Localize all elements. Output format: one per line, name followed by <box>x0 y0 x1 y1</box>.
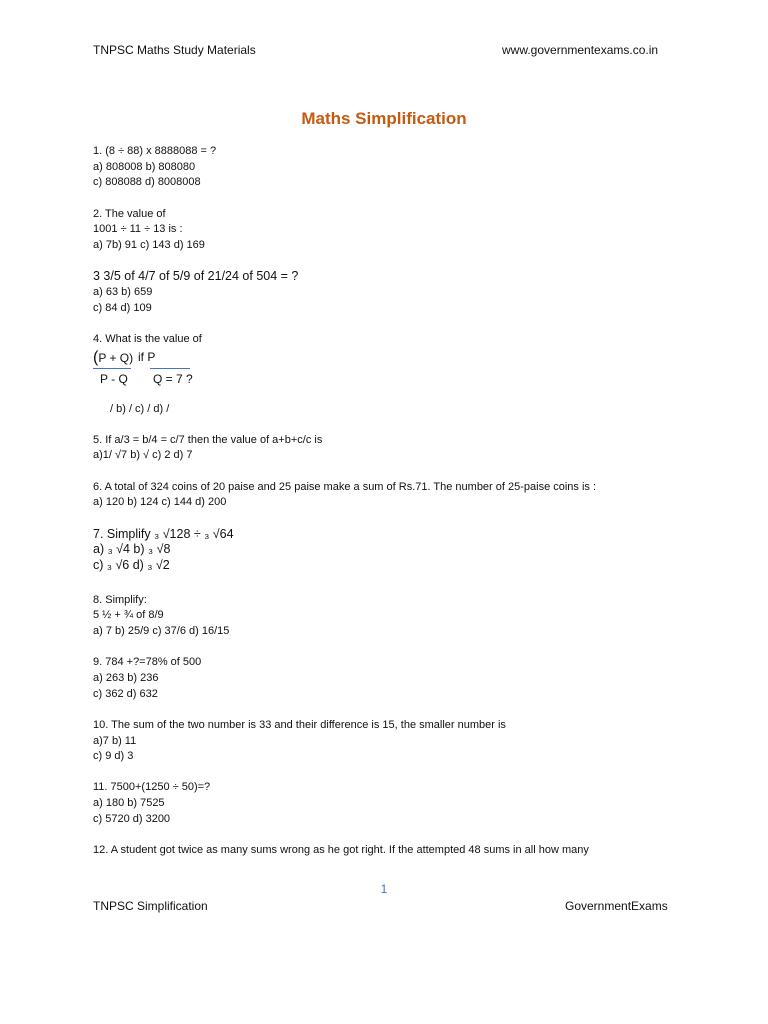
question-text: 1. (8 ÷ 88) x 8888088 = ? <box>93 145 217 157</box>
page-number: 1 <box>380 882 388 896</box>
question-text: 4. What is the value of <box>93 332 202 345</box>
page-title: Maths Simplification <box>301 109 467 128</box>
question-12 <box>93 843 693 859</box>
options-line: a) 7b) 91 c) 143 d) 169 <box>93 239 205 252</box>
fraction-numerator <box>93 350 133 367</box>
question-text: 6. A total of 324 coins of 20 paise and 25 paise make a sum of Rs.71. The number of 25-paise coins is : <box>93 480 597 493</box>
question-8 <box>93 593 693 640</box>
question-3 <box>93 269 693 316</box>
options-line: a) 63 b) 659 <box>93 285 153 298</box>
options-line: c) 808088 d) 8008008 <box>93 176 201 189</box>
options-line: c) 5720 d) 3200 <box>93 812 171 825</box>
question-text: 1001 ÷ 11 ÷ 13 is : <box>93 223 183 236</box>
question-text: 7. Simplify ₃ √128 ÷ ₃ √64 <box>93 526 234 541</box>
footer-left-text: TNPSC Simplification <box>93 899 208 913</box>
options-line: a) 263 b) 236 <box>93 671 159 684</box>
question-text: 11. 7500+(1250 ÷ 50)=? <box>93 781 211 794</box>
numerator-text: P + Q) <box>98 350 134 365</box>
options-line: a)7 b) 11 <box>93 734 137 747</box>
question-4 <box>93 332 693 417</box>
question-text: 5. If a/3 = b/4 = c/7 then the value of a+b+c/c is <box>93 433 323 446</box>
question-11 <box>93 780 693 827</box>
question-2 <box>93 207 693 254</box>
question-text: 9. 784 +?=78% of 500 <box>93 656 202 669</box>
open-paren: ( <box>93 348 99 366</box>
options-line: c) 9 d) 3 <box>93 750 134 763</box>
fraction-bar <box>93 368 131 369</box>
options-line: c) 362 d) 632 <box>93 687 158 700</box>
options-line: a)1/ √7 b) √ c) 2 d) 7 <box>93 449 193 462</box>
options-line: c) 84 d) 109 <box>93 301 152 314</box>
options-line: a) ₃ √4 b) ₃ √8 <box>93 542 171 557</box>
options-line: a) 180 b) 7525 <box>93 797 165 810</box>
footer-right-text: GovernmentExams <box>565 899 668 913</box>
header-left-text: TNPSC Maths Study Materials <box>93 43 256 57</box>
options-line: a) 120 b) 124 c) 144 d) 200 <box>93 496 227 509</box>
question-9 <box>93 655 693 702</box>
question-text: 5 ½ + ¾ of 8/9 <box>93 609 164 622</box>
question-text: 12. A student got twice as many sums wrong as he got right. If the attempted 48 sums in all how many <box>93 844 589 857</box>
options-line: a) 808008 b) 808080 <box>93 160 196 173</box>
fraction-denominator: P - Q <box>100 371 128 386</box>
question-6 <box>93 480 693 511</box>
question-text: 10. The sum of the two number is 33 and their difference is 15, the smaller number is <box>93 718 506 731</box>
question-10 <box>93 718 693 765</box>
condition-numerator: if P <box>138 349 156 364</box>
header-website-text: www.governmentexams.co.in <box>502 43 659 57</box>
questions-list <box>93 144 693 874</box>
question-7 <box>93 527 693 574</box>
options-line: / b) / c) / d) / <box>110 402 170 415</box>
options-line: c) ₃ √6 d) ₃ √2 <box>93 557 170 572</box>
question-1 <box>93 144 693 191</box>
fraction-expression <box>93 348 693 394</box>
question-text: 8. Simplify: <box>93 593 147 606</box>
condition-denominator: Q = 7 ? <box>153 371 193 386</box>
question-5 <box>93 433 693 464</box>
question-text: 3 3/5 of 4/7 of 5/9 of 21/24 of 504 = ? <box>93 269 299 284</box>
options-line: a) 7 b) 25/9 c) 37/6 d) 16/15 <box>93 625 230 638</box>
fraction-bar <box>150 368 190 369</box>
question-text: 2. The value of <box>93 207 166 220</box>
